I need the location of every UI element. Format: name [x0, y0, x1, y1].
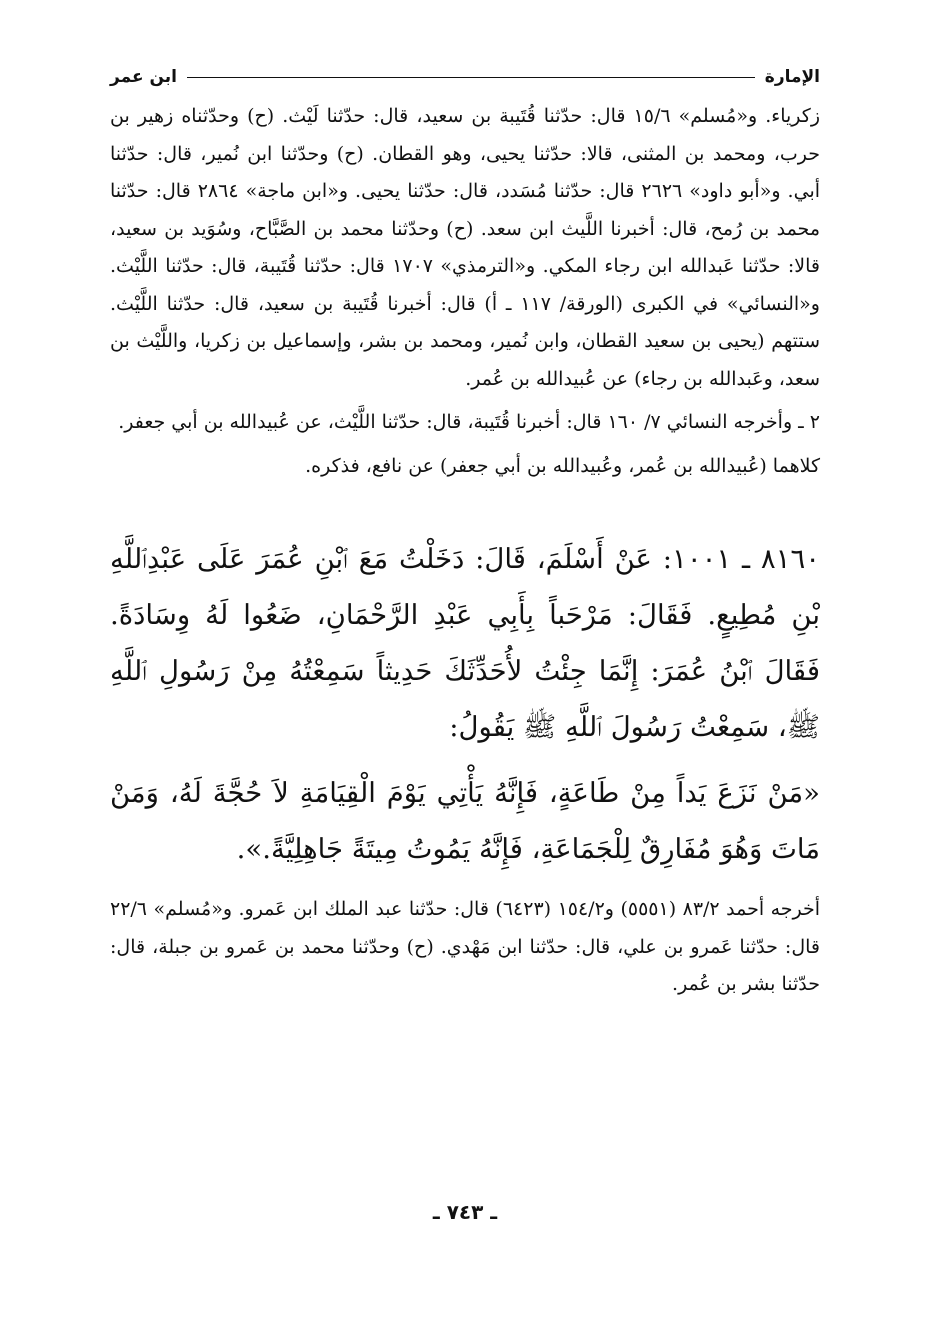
section-title: ابن عمر	[110, 67, 178, 87]
hadith-text: «مَنْ نَزَعَ يَداً مِنْ طَاعَةٍ، فَإِنَّهُ يَأْتِي يَوْمَ الْقِيَامَةِ لاَ حُجَّةَ لَهُ، وَمَنْ مَاتَ وَهُوَ مُفَارِقٌ لِلْجَمَاعَةِ، فَإِنَّهُ يَمُوتُ مِيتَةً جَاهِلِيَّةً.».	[110, 777, 820, 865]
document-page	[110, 62, 820, 1302]
summary-line: كلاهما (عُبيدالله بن عُمر، وعُبيدالله بن أبي جعفر) عن نافع، فذكره.	[305, 454, 820, 477]
running-head	[110, 62, 820, 92]
takhrij-paragraph-3: أخرجه أحمد ٨٣/٢ (٥٥٥١) و١٥٤/٢ (٦٤٢٣) قال: حدّثنا عبد الملك ابن عَمرو. و«مُسلم» ٢٢/٦ قال: حدّثنا عَمرو بن علي، قال: حدّثنا ابن مَهْدي. (ح) وحدّثنا محمد بن عَمرو بن جبلة، قال: حدّثنا بشر بن عُمر.	[110, 898, 821, 995]
chapter-title: الإمارة	[764, 67, 820, 87]
takhrij-paragraph-2: ٢ ـ وأخرجه النسائي ٧/ ١٦٠ قال: أخبرنا قُتَيبة، قال: حدّثنا اللَّيْث، عن عُبيدالله بن أبي جعفر.	[118, 411, 820, 433]
hadith-intro: ٨١٦٠ ـ ١٠٠١: عَنْ أَسْلَمَ، قَالَ: دَخَلْتُ مَعَ ٱبْنِ عُمَرَ عَلَى عَبْدِٱللَّهِ بْنِ مُطِيعٍ. فَقَالَ: مَرْحَباً بِأَبِي عَبْدِ الرَّحْمَانِ، ضَعُوا لَهُ وِسَادَةً. فَقَالَ ٱبْنُ عُمَرَ: إِنَّمَا جِئْتُ لأُحَدِّثَكَ حَدِيثاً سَمِعْتُهُ مِنْ رَسُولِ ٱللَّهِ ﷺ، سَمِعْتُ رَسُولَ ٱللَّهِ ﷺ يَقُولُ:	[110, 543, 820, 743]
header-rule	[187, 77, 755, 78]
page-number: ـ ٧٤٣ ـ	[432, 1200, 498, 1224]
takhrij-paragraph-1: زكرياء. و«مُسلم» ١٥/٦ قال: حدّثنا قُتَيبة بن سعيد، قال: حدّثنا لَيْث. (ح) وحدّثناه زهير بن حرب، ومحمد بن المثنى، قالا: حدّثنا يحيى، وهو القطان. (ح) وحدّثنا ابن نُمير، قال: حدّثنا أبي. و«أبو داود» ٢٦٢٦ قال: حدّثنا مُسَدد، قال: حدّثنا يحيى. و«ابن ماجة» ٢٨٦٤ قال: حدّثنا محمد بن رُمح، قال: أخبرنا اللَّيث ابن سعد. (ح) وحدّثنا محمد بن الصَّبَّاح، وسُوَيد بن سعيد، قالا: حدّثنا عَبدالله ابن رجاء المكي. و«الترمذي» ١٧٠٧ قال: حدّثنا قُتَيبة، قال: حدّثنا اللَّيْث. و«النسائي» في الكبرى (الورقة/ ١١٧ ـ أ) قال: أخبرنا قُتَيبة بن سعيد، قال: حدّثنا اللَّيْث. ستتهم (يحيى بن سعيد القطان، وابن نُمير، ومحمد بن بشر، وإسماعيل بن زكريا، واللَّيْث بن سعد، وعَبدالله بن رجاء) عن عُبيدالله بن عُمر.	[110, 105, 821, 390]
